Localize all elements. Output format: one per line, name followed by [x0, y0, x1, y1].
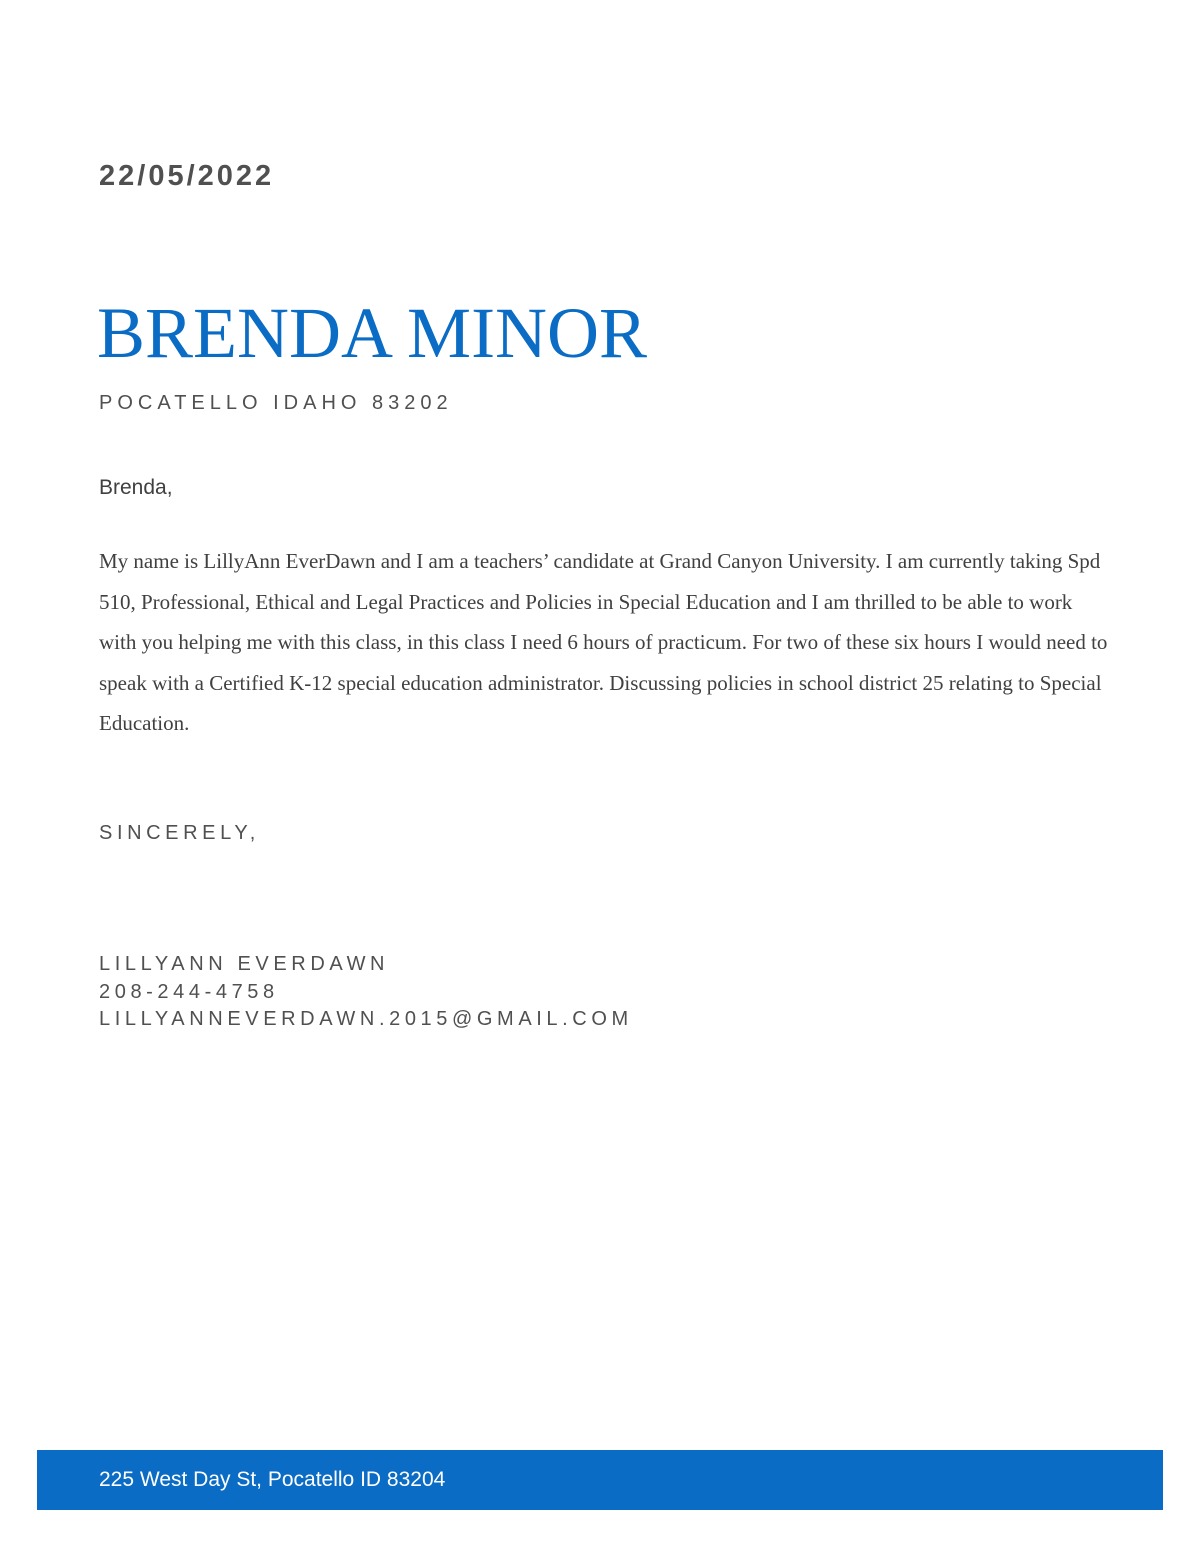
- sender-email: LILLYANNEVERDAWN.2015@GMAIL.COM: [99, 1008, 633, 1030]
- letter-body: My name is LillyAnn EverDawn and I am a teachers’ candidate at Grand Canyon University. I am currently taking Spd 510, Professional, Ethical and Legal Practices and Policies in Special Education and I am thrilled to be able to work with you helping me with this class, in this class I need 6 hours of practicum. For two of these six hours I would need to speak with a Certified K-12 special education administrator. Discussing policies in school district 25 relating to Special Education.: [99, 549, 1108, 735]
- recipient-name: BRENDA MINOR: [97, 293, 648, 373]
- sender-name: LILLYANN EVERDAWN: [99, 953, 390, 975]
- sender-phone: 208-244-4758: [99, 980, 279, 1003]
- footer-bar: [37, 1450, 1163, 1510]
- footer-address: 225 West Day St, Pocatello ID 83204: [99, 1468, 446, 1491]
- salutation: Brenda,: [99, 476, 173, 499]
- signature-block: [99, 951, 633, 1034]
- closing: SINCERELY,: [99, 822, 260, 844]
- letter-date: 22/05/2022: [99, 160, 275, 192]
- recipient-address: POCATELLO IDAHO 83202: [99, 392, 453, 414]
